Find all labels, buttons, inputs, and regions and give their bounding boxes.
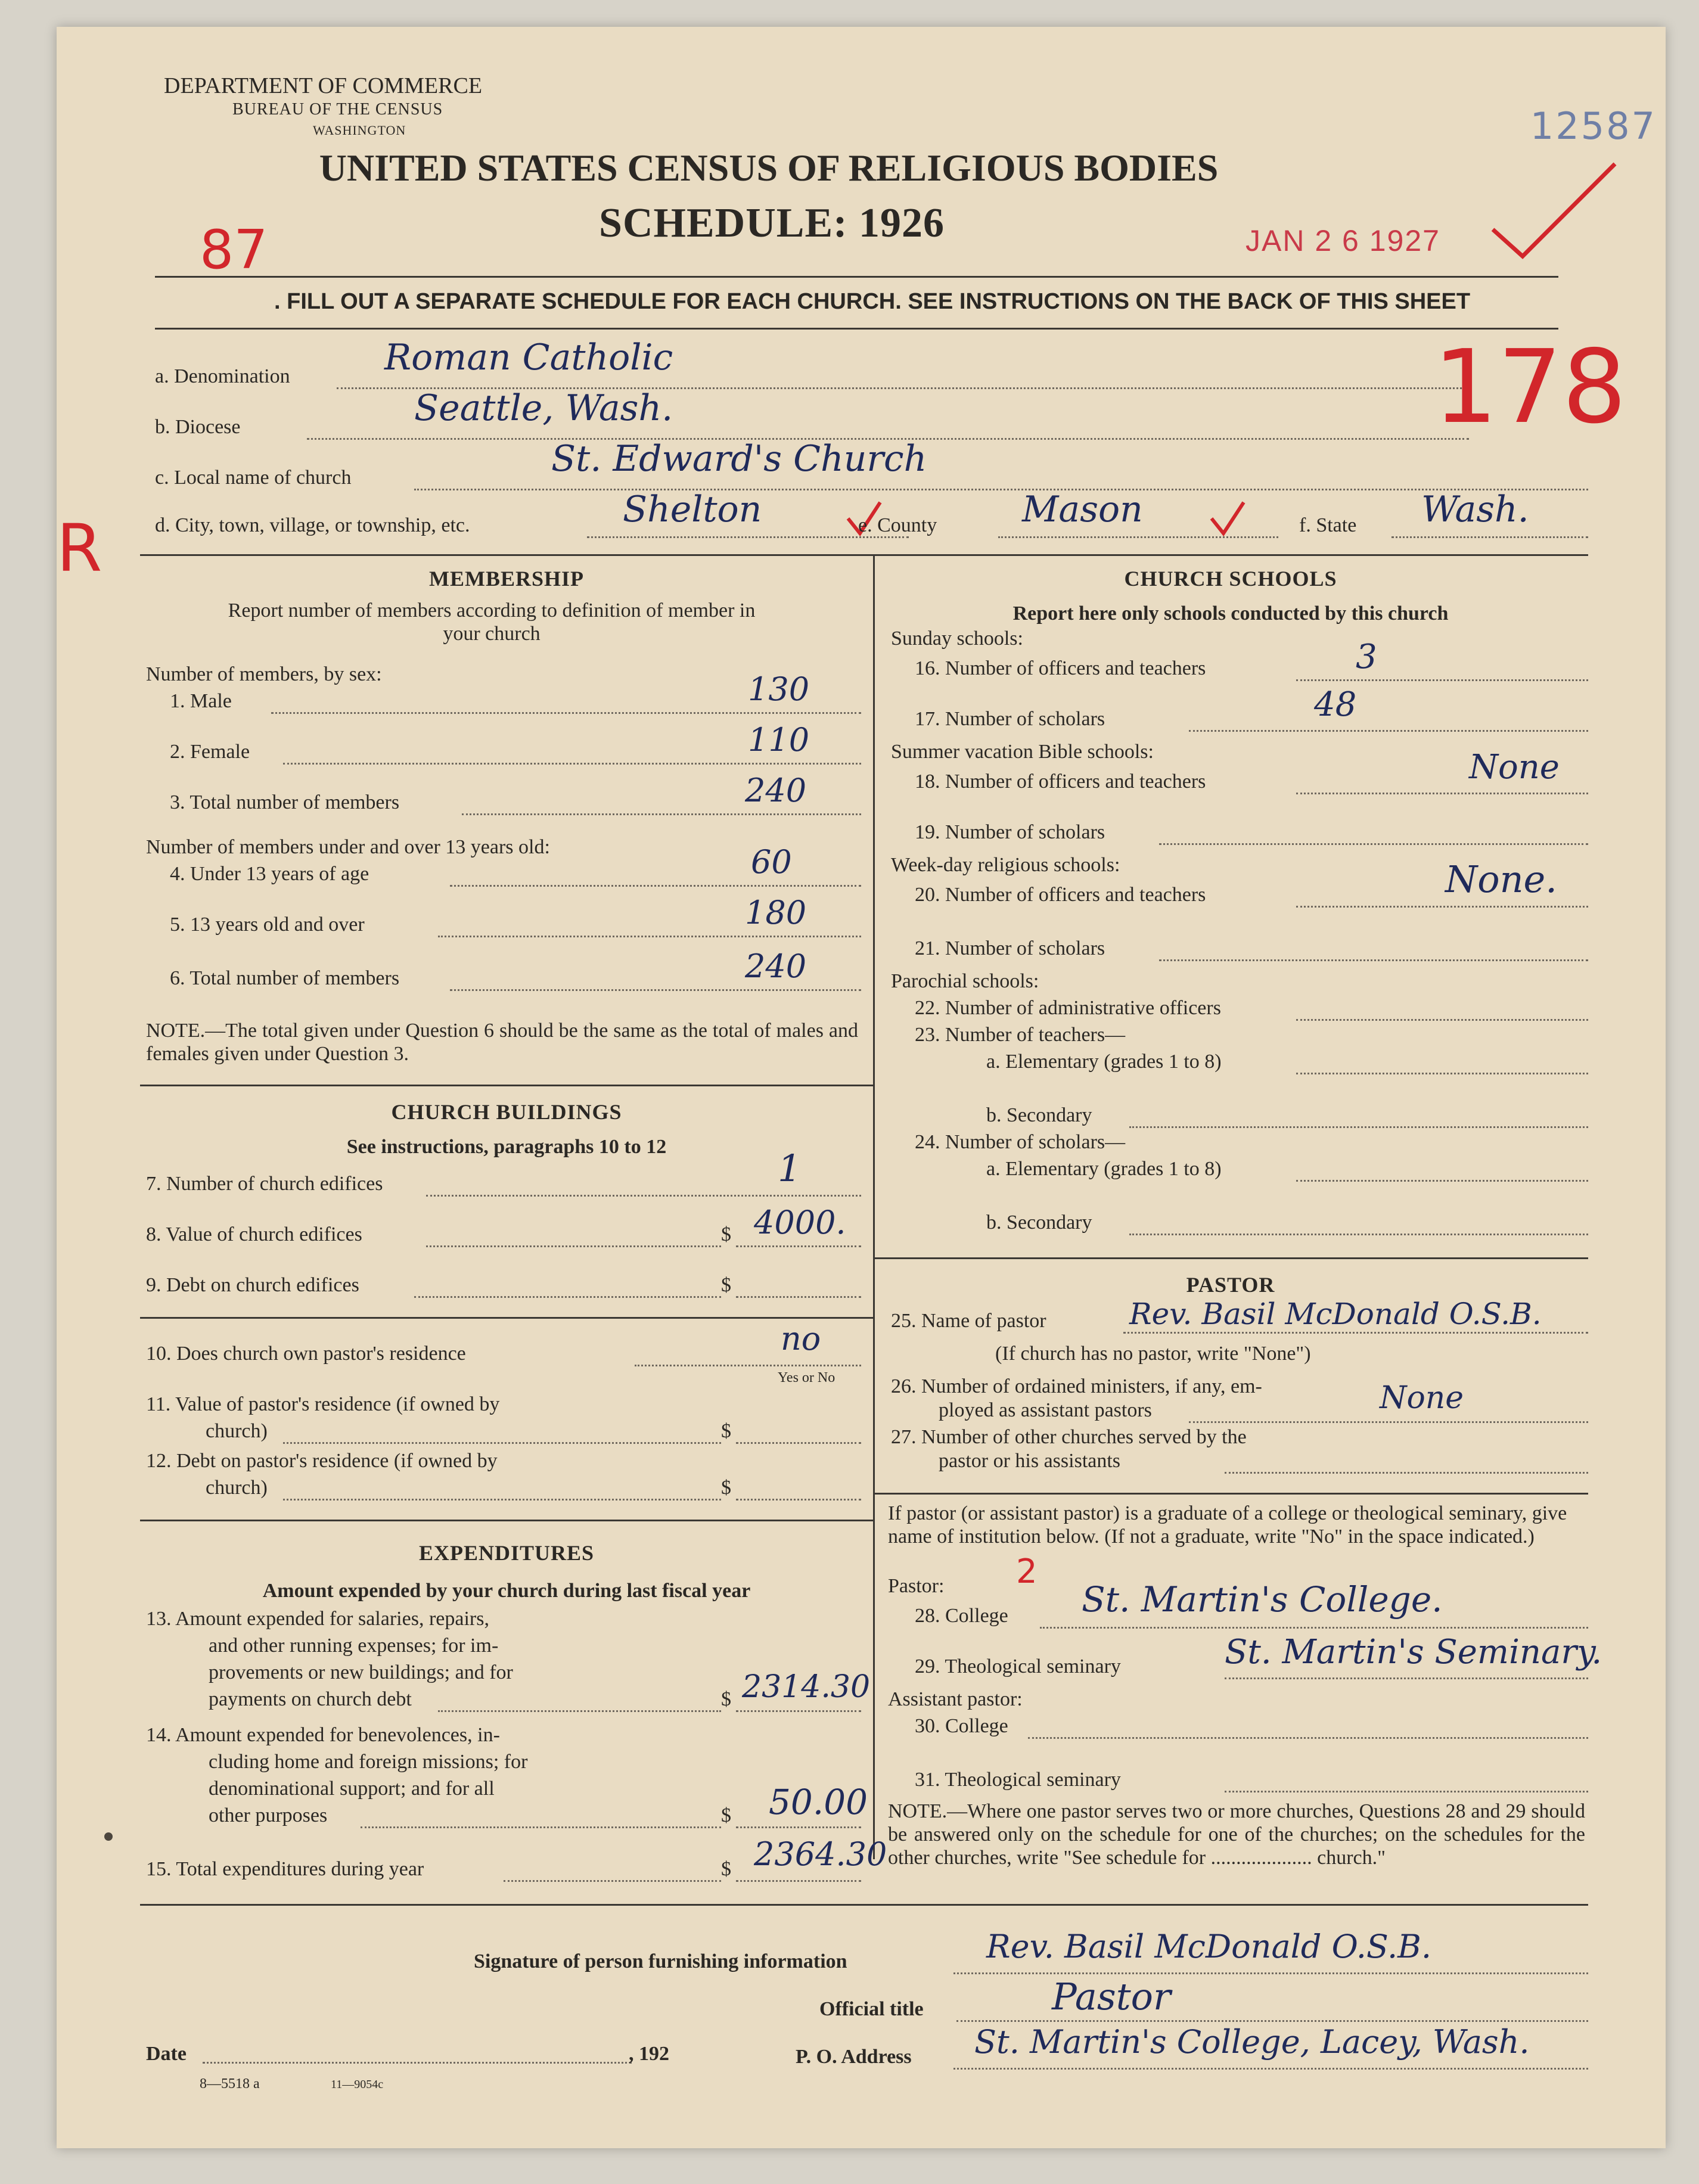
diocese-value: Seattle, Wash. [414, 387, 673, 429]
q20-label: 20. Number of officers and teachers [915, 884, 1206, 906]
state-value: Wash. [1421, 489, 1529, 530]
q15-label: 15. Total expenditures during year [146, 1858, 424, 1880]
q21-label: 21. Number of scholars [915, 937, 1105, 959]
pastor-heading: PASTOR [1186, 1273, 1275, 1297]
expenditures-sub: Amount expended by your church during last fiscal year [262, 1580, 751, 1602]
date-year: , 192 [629, 2043, 669, 2065]
q25-note: (If church has no pastor, write "None") [995, 1343, 1311, 1365]
q26-value: None [1380, 1380, 1464, 1416]
checkmark-icon [1207, 498, 1248, 539]
q7-value: 1 [778, 1147, 802, 1190]
county-value: Mason [1022, 489, 1143, 530]
schools-heading: CHURCH SCHOOLS [1124, 567, 1337, 591]
q10-value: no [781, 1320, 821, 1357]
q5-label: 5. 13 years old and over [170, 914, 365, 936]
bureau-city: WASHINGTON [313, 123, 406, 138]
signature-label: Signature of person furnishing information [474, 1950, 847, 1972]
print-number: 11—9054c [331, 2078, 384, 2091]
official-title-label: Official title [819, 1998, 924, 2020]
q23a-label: a. Elementary (grades 1 to 8) [986, 1051, 1222, 1073]
q20-value: None. [1445, 858, 1557, 901]
q12-label-cont: church) [206, 1477, 268, 1499]
form-number: 8—5518 a [200, 2076, 260, 2092]
q7-label: 7. Number of church edifices [146, 1173, 383, 1195]
mark-r: R [57, 510, 103, 586]
q24-label: 24. Number of scholars— [915, 1131, 1126, 1153]
mark-87: 87 [200, 219, 268, 281]
q18-label: 18. Number of officers and teachers [915, 771, 1206, 793]
dept-name: DEPARTMENT OF COMMERCE [164, 73, 483, 98]
q29-label: 29. Theological seminary [915, 1655, 1121, 1677]
q3-label: 3. Total number of members [170, 791, 400, 813]
q9-label: 9. Debt on church edifices [146, 1274, 359, 1296]
q16-value: 3 [1356, 638, 1377, 676]
q10-label: 10. Does church own pastor's residence [146, 1343, 466, 1365]
bureau-name: BUREAU OF THE CENSUS [232, 100, 443, 119]
dollar-sign: $ [721, 1477, 731, 1499]
q4-label: 4. Under 13 years of age [170, 863, 369, 885]
q11-label: 11. Value of pastor's residence (if owned by [146, 1393, 500, 1415]
q6-value: 240 [745, 947, 807, 985]
buildings-instructions: See instructions, paragraphs 10 to 12 [346, 1136, 667, 1158]
q28-label: 28. College [915, 1605, 1008, 1627]
census-schedule-sheet [57, 27, 1666, 2148]
parochial-schools: Parochial schools: [891, 970, 1039, 992]
q17-label: 17. Number of scholars [915, 708, 1105, 730]
signature-value: Rev. Basil McDonald O.S.B. [986, 1928, 1432, 1965]
buildings-heading: CHURCH BUILDINGS [391, 1100, 622, 1124]
membership-heading: MEMBERSHIP [428, 567, 584, 591]
q27-label-cont: pastor or his assistants [939, 1450, 1121, 1472]
q13-value: 2314.30 [742, 1669, 871, 1705]
po-address-label: P. O. Address [796, 2046, 912, 2068]
q14-value: 50.00 [769, 1782, 868, 1822]
q24b-label: b. Secondary [986, 1211, 1092, 1234]
official-title-value: Pastor [1052, 1975, 1171, 2018]
q8-value: 4000. [754, 1204, 846, 1241]
dollar-sign: $ [721, 1223, 731, 1245]
church-name-value: St. Edward's Church [551, 438, 927, 480]
q5-value: 180 [745, 894, 807, 931]
q26-label-cont: ployed as assistant pastors [939, 1399, 1152, 1421]
q2-label: 2. Female [170, 741, 250, 763]
mark-178: 178 [1433, 328, 1627, 446]
q25-value: Rev. Basil McDonald O.S.B. [1129, 1297, 1542, 1331]
dollar-sign: $ [721, 1274, 731, 1296]
q13-label-l3: provements or new buildings; and for [209, 1661, 513, 1683]
dollar-sign: $ [721, 1688, 731, 1710]
q8-label: 8. Value of church edifices [146, 1223, 362, 1245]
expenditures-heading: EXPENDITURES [418, 1541, 595, 1565]
q18-value: None [1469, 748, 1560, 787]
q31-label: 31. Theological seminary [915, 1769, 1121, 1791]
q2-value: 110 [748, 721, 810, 759]
schools-intro: Report here only schools conducted by this church [1012, 602, 1449, 625]
q16-label: 16. Number of officers and teachers [915, 657, 1206, 679]
page-subtitle: SCHEDULE: 1926 [599, 200, 945, 246]
q3-value: 240 [745, 772, 807, 809]
denomination-value: Roman Catholic [384, 337, 673, 378]
members-by-age: Number of members under and over 13 years old: [146, 836, 550, 858]
q13-label-l4: payments on church debt [209, 1688, 412, 1710]
sunday-schools: Sunday schools: [891, 627, 1023, 650]
q29-value: St. Martin's Seminary. [1225, 1633, 1602, 1672]
q25-label: 25. Name of pastor [891, 1310, 1046, 1332]
membership-note: NOTE.—The total given under Question 6 should be the same as the total of males and females given under Question 3. [146, 1020, 858, 1065]
members-by-sex: Number of members, by sex: [146, 663, 382, 685]
q13-label-l2: and other running expenses; for im- [209, 1635, 499, 1657]
state-label: f. State [1299, 514, 1357, 536]
county-label: e. County [858, 514, 937, 536]
q19-label: 19. Number of scholars [915, 821, 1105, 843]
q17-value: 48 [1314, 685, 1357, 724]
q1-label: 1. Male [170, 690, 232, 712]
q4-value: 60 [751, 843, 792, 881]
city-label: d. City, town, village, or township, etc. [155, 514, 470, 536]
instruction-line: . FILL OUT A SEPARATE SCHEDULE FOR EACH CHURCH. SEE INSTRUCTIONS ON THE BACK OF THIS SHEET [274, 289, 1471, 314]
church-name-label: c. Local name of church [155, 467, 352, 489]
yes-or-no-hint: Yes or No [778, 1370, 835, 1385]
checkmark-icon [1481, 152, 1624, 265]
q26-label: 26. Number of ordained ministers, if any, em- [891, 1375, 1262, 1397]
graduate-instructions: If pastor (or assistant pastor) is a graduate of a college or theological seminary, give name of institution below. (If not a graduate, write "No" in the space indicated.) [888, 1502, 1567, 1548]
po-address-value: St. Martin's College, Lacey, Wash. [974, 2023, 1530, 2061]
dollar-sign: $ [721, 1858, 731, 1880]
denomination-label: a. Denomination [155, 365, 290, 387]
q24a-label: a. Elementary (grades 1 to 8) [986, 1158, 1222, 1180]
q30-label: 30. College [915, 1715, 1008, 1737]
city-value: Shelton [623, 489, 762, 530]
pastor-label: Pastor: [888, 1575, 945, 1597]
date-label: Date [146, 2043, 187, 2065]
q22-label: 22. Number of administrative officers [915, 997, 1221, 1019]
dollar-sign: $ [721, 1804, 731, 1826]
q14-label-l4: other purposes [209, 1804, 328, 1826]
q15-value: 2364.30 [754, 1835, 887, 1873]
diocese-label: b. Diocese [155, 416, 241, 438]
q6-label: 6. Total number of members [170, 967, 400, 989]
page-title: UNITED STATES CENSUS OF RELIGIOUS BODIES [319, 147, 1219, 189]
q12-label: 12. Debt on pastor's residence (if owned by [146, 1450, 498, 1472]
paper-mark [104, 1832, 113, 1841]
q23-label: 23. Number of teachers— [915, 1024, 1126, 1046]
serial-number: 12587 [1530, 104, 1657, 148]
summer-schools: Summer vacation Bible schools: [891, 741, 1154, 763]
q14-label-l2: cluding home and foreign missions; for [209, 1751, 528, 1773]
weekday-schools: Week-day religious schools: [891, 854, 1120, 876]
dollar-sign: $ [721, 1420, 731, 1442]
q28-value: St. Martin's College. [1082, 1579, 1443, 1620]
q14-label: 14. Amount expended for benevolences, in- [146, 1724, 500, 1746]
mark-2: 2 [1016, 1552, 1038, 1591]
received-date-stamp: JAN 2 6 1927 [1245, 224, 1440, 257]
assistant-pastor-label: Assistant pastor: [888, 1688, 1023, 1710]
q14-label-l3: denominational support; and for all [209, 1778, 495, 1800]
q23b-label: b. Secondary [986, 1104, 1092, 1126]
pastor-note: NOTE.—Where one pastor serves two or more churches, Questions 28 and 29 should be answered only on the schedule for one of the churches; on the schedules for the other churches, write "See schedule for .................... church." [888, 1800, 1585, 1869]
q13-label: 13. Amount expended for salaries, repairs, [146, 1608, 489, 1630]
q11-label-cont: church) [206, 1420, 268, 1442]
membership-intro: Report number of members according to definition of member in your church [228, 599, 756, 645]
q1-value: 130 [748, 670, 810, 708]
q27-label: 27. Number of other churches served by the [891, 1426, 1247, 1448]
